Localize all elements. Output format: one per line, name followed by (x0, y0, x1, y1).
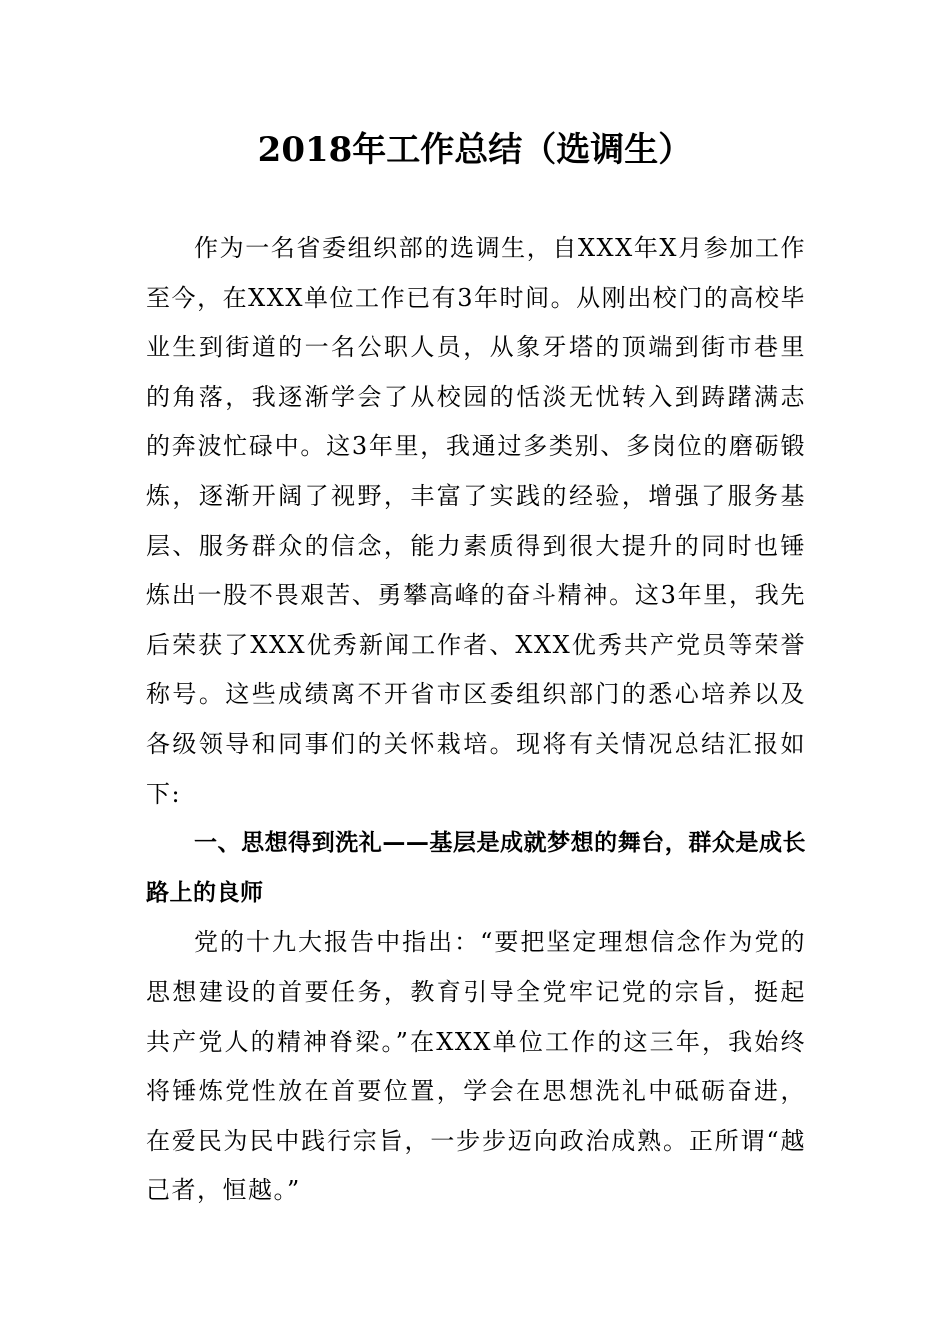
document-body (146, 224, 806, 1216)
document-title: 2018年工作总结（选调生） (257, 130, 693, 170)
section-paragraph: 党的十九大报告中指出：“要把坚定理想信念作为党的思想建设的首要任务，教育引导全党牢记党的宗旨，挺起共产党人的精神脊梁。”在XXX单位工作的这三年，我始终将锤炼党性放在首要位置，学会在思想洗礼中砥砺奋进，在爱民为民中践行宗旨，一步步迈向政治成熟。正所谓“越己者，恒越。” (146, 928, 806, 1205)
intro-paragraph: 作为一名省委组织部的选调生，自XXX年X月参加工作至今，在XXX单位工作已有3年时间。从刚出校门的高校毕业生到街道的一名公职人员，从象牙塔的顶端到街市巷里的角落，我逐渐学会了从校园的恬淡无忧转入到踌躇满志的奔波忙碌中。这3年里，我通过多类别、多岗位的磨砺锻炼，逐渐开阔了视野，丰富了实践的经验，增强了服务基层、服务群众的信念，能力素质得到很大提升的同时也锤炼出一股不畏艰苦、勇攀高峰的奋斗精神。这3年里，我先后荣获了XXX优秀新闻工作者、XXX优秀共产党员等荣誉称号。这些成绩离不开省市区委组织部门的悉心培养以及各级领导和同事们的关怀栽培。现将有关情况总结汇报如下: (146, 234, 806, 808)
section-heading: 一、思想得到洗礼——基层是成就梦想的舞台，群众是成长路上的良师 (146, 830, 806, 906)
